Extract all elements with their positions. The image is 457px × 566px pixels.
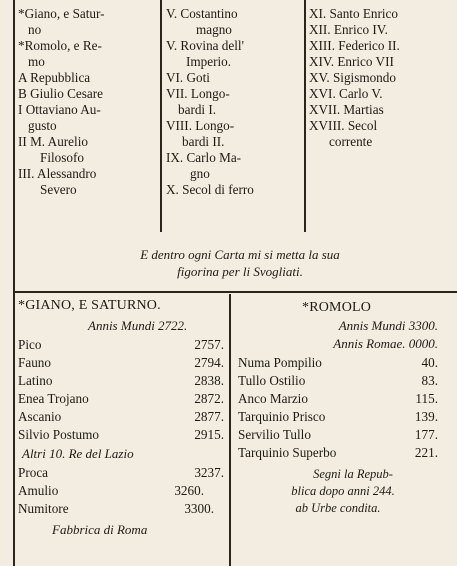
row-value: 2838. xyxy=(194,373,224,388)
table-row xyxy=(18,372,224,390)
table-row xyxy=(238,354,438,372)
row-name: Proca xyxy=(18,465,49,480)
entry: X. Secol di ferro xyxy=(166,182,254,197)
row-value: 221. xyxy=(414,445,438,460)
note-line: blica dopo anni 244. xyxy=(291,484,395,498)
left-table-footer: Fabbrica di Roma xyxy=(52,522,148,537)
entry: mo xyxy=(28,54,45,69)
table-row xyxy=(18,408,224,426)
left-table-altri: Altri 10. Re del Lazio xyxy=(22,446,134,461)
right-table xyxy=(238,300,438,566)
row-value: 139. xyxy=(414,409,438,424)
entry: XVII. Martias xyxy=(309,102,384,117)
entry: XIII. Federico II. xyxy=(309,38,400,53)
table-row xyxy=(238,408,438,426)
row-name: Numitore xyxy=(18,501,69,516)
entry: *Giano, e Satur- xyxy=(18,6,105,21)
row-value: 2794. xyxy=(194,355,224,370)
table-row xyxy=(238,390,438,408)
row-name: Silvio Postumo xyxy=(18,427,99,442)
right-table-sub-1: Annis Mundi 3300. xyxy=(338,318,438,333)
entry: VI. Goti xyxy=(166,70,210,85)
left-table-heading: *GIANO, E SATURNO. xyxy=(18,298,161,313)
entry: I Ottaviano Au- xyxy=(18,102,101,117)
note-line-2: figorina per li Svogliati. xyxy=(177,264,303,279)
entry: XV. Sigismondo xyxy=(309,70,396,85)
entry: XVI. Carlo V. xyxy=(309,86,383,101)
entry: XVIII. Secol xyxy=(309,118,378,133)
entry: A Repubblica xyxy=(18,70,91,85)
top-col-2 xyxy=(166,6,254,198)
table-row xyxy=(18,336,224,354)
row-value: 83. xyxy=(421,373,438,388)
entry: B Giulio Cesare xyxy=(18,86,103,101)
left-table xyxy=(18,298,224,566)
row-name: Latino xyxy=(18,373,53,388)
row-value: 3300. xyxy=(184,501,214,516)
entry: II M. Aurelio xyxy=(18,134,88,149)
note xyxy=(40,246,440,280)
section-rule xyxy=(13,291,457,293)
row-value: 40. xyxy=(421,355,438,370)
row-value: 3260. xyxy=(174,483,204,498)
entry: gno xyxy=(190,166,210,181)
row-name: Pico xyxy=(18,337,42,352)
row-name: Numa Pompilio xyxy=(238,355,322,370)
row-name: Amulio xyxy=(18,483,59,498)
bottom-col-divider xyxy=(229,294,231,566)
row-name: Servilio Tullo xyxy=(238,427,311,442)
row-name: Ascanio xyxy=(18,409,62,424)
note-line-1: E dentro ogni Carta mi si metta la sua xyxy=(140,247,340,262)
row-value: 177. xyxy=(414,427,438,442)
left-table-sub: Annis Mundi 2722. xyxy=(88,318,188,333)
table-row xyxy=(18,482,224,500)
entry: XI. Santo Enrico xyxy=(309,6,398,21)
right-table-sub-2: Annis Romae. 0000. xyxy=(333,336,438,351)
note-line: Segni la Repub- xyxy=(313,467,393,481)
row-name: Fauno xyxy=(18,355,51,370)
top-col-divider-1 xyxy=(160,0,162,232)
entry: Filosofo xyxy=(40,150,84,165)
entry: V. Costantino xyxy=(166,6,238,21)
table-row xyxy=(18,390,224,408)
row-name: Tullo Ostilio xyxy=(238,373,306,388)
top-col-divider-2 xyxy=(304,0,306,232)
left-border xyxy=(13,0,15,566)
entry: gusto xyxy=(28,118,57,133)
table-row xyxy=(238,426,438,444)
table-row xyxy=(18,500,224,518)
entry: magno xyxy=(196,22,232,37)
right-table-note xyxy=(238,466,438,517)
entry: Imperio. xyxy=(186,54,232,69)
entry: VIII. Longo- xyxy=(166,118,235,133)
row-value: 2877. xyxy=(194,409,224,424)
entry: V. Rovina dell' xyxy=(166,38,244,53)
row-name: Tarquinio Prisco xyxy=(238,409,326,424)
entry: Severo xyxy=(40,182,77,197)
top-col-3 xyxy=(309,6,400,150)
table-row xyxy=(18,426,224,444)
row-value: 2872. xyxy=(194,391,224,406)
table-row xyxy=(18,464,224,482)
entry: no xyxy=(28,22,42,37)
table-row xyxy=(18,354,224,372)
row-value: 3237. xyxy=(194,465,224,480)
entry: bardi II. xyxy=(182,134,225,149)
row-value: 2757. xyxy=(194,337,224,352)
note-line: ab Urbe condita. xyxy=(295,501,381,515)
row-value: 115. xyxy=(415,391,438,406)
entry: VII. Longo- xyxy=(166,86,230,101)
entry: corrente xyxy=(329,134,373,149)
entry: bardi I. xyxy=(178,102,217,117)
table-row xyxy=(238,444,438,462)
entry: XII. Enrico IV. xyxy=(309,22,388,37)
table-row xyxy=(238,372,438,390)
row-value: 2915. xyxy=(194,427,224,442)
entry: XIV. Enrico VII xyxy=(309,54,394,69)
top-col-1 xyxy=(18,6,105,198)
entry: III. Alessandro xyxy=(18,166,97,181)
right-table-heading: *ROMOLO xyxy=(302,300,372,315)
entry: IX. Carlo Ma- xyxy=(166,150,242,165)
row-name: Anco Marzio xyxy=(238,391,308,406)
row-name: Enea Trojano xyxy=(18,391,89,406)
row-name: Tarquinio Superbo xyxy=(238,445,337,460)
entry: *Romolo, e Re- xyxy=(18,38,102,53)
